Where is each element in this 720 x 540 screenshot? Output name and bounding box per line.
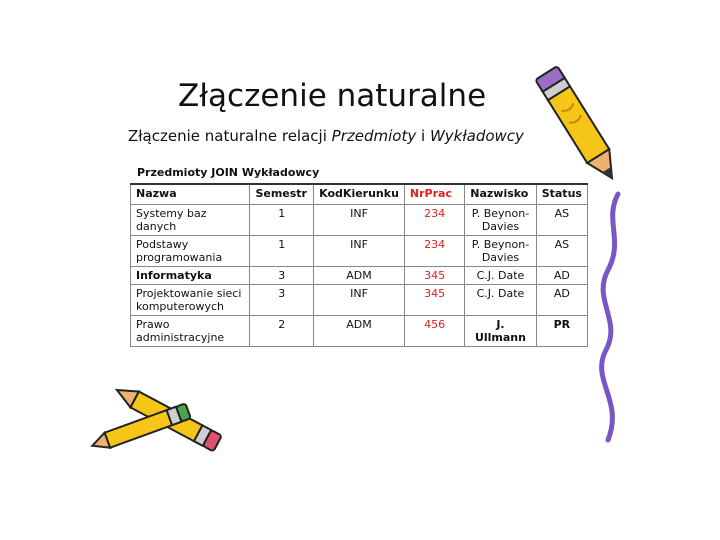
pencil-icon <box>530 55 630 195</box>
cell-semestr: 1 <box>250 205 314 236</box>
header-nrprac: NrPrac <box>404 184 464 205</box>
table-row <box>131 285 588 316</box>
cell-status: AS <box>536 236 587 267</box>
cell-status: AS <box>536 205 587 236</box>
table-row <box>131 236 588 267</box>
cell-kodkierunku: ADM <box>314 316 405 347</box>
table-header-row <box>131 184 588 205</box>
subtitle-conjunction: i <box>416 127 430 145</box>
relation-name-wykladowcy: Wykładowcy <box>429 127 524 145</box>
cell-nrprac: 234 <box>404 236 464 267</box>
cell-nrprac: 345 <box>404 267 464 285</box>
cell-kodkierunku: INF <box>314 205 405 236</box>
cell-nazwa: Podstawy programowania <box>131 236 250 267</box>
cell-status: AD <box>536 267 587 285</box>
subtitle-prefix: Złączenie naturalne relacji <box>128 127 332 145</box>
header-nazwa: Nazwa <box>131 184 250 205</box>
header-semestr: Semestr <box>250 184 314 205</box>
cell-nazwisko: C.J. Date <box>465 285 536 316</box>
cell-nazwa: Systemy baz danych <box>131 205 250 236</box>
cell-status: PR <box>536 316 587 347</box>
cell-nazwa: Projektowanie sieci komputerowych <box>131 285 250 316</box>
cell-semestr: 2 <box>250 316 314 347</box>
header-kodkierunku: KodKierunku <box>314 184 405 205</box>
table-row <box>131 267 588 285</box>
slide-title: Złączenie naturalne <box>178 78 487 114</box>
table-row <box>131 316 588 347</box>
slide-subtitle <box>128 127 524 145</box>
join-result-table <box>130 183 588 347</box>
cell-semestr: 3 <box>250 285 314 316</box>
cell-semestr: 1 <box>250 236 314 267</box>
cell-nazwisko: C.J. Date <box>465 267 536 285</box>
cell-nazwa: Prawo administracyjne <box>131 316 250 347</box>
cell-nazwa: Informatyka <box>131 267 250 285</box>
cell-status: AD <box>536 285 587 316</box>
cell-nrprac: 234 <box>404 205 464 236</box>
cell-nrprac: 345 <box>404 285 464 316</box>
cell-nazwisko: J. Ullmann <box>465 316 536 347</box>
table-caption: Przedmioty JOIN Wykładowcy <box>137 166 320 179</box>
cell-kodkierunku: INF <box>314 236 405 267</box>
cell-nrprac: 456 <box>404 316 464 347</box>
cell-semestr: 3 <box>250 267 314 285</box>
cell-nazwisko: P. Beynon-Davies <box>465 205 536 236</box>
header-nazwisko: Nazwisko <box>465 184 536 205</box>
cell-nazwisko: P. Beynon-Davies <box>465 236 536 267</box>
cell-kodkierunku: ADM <box>314 267 405 285</box>
cell-kodkierunku: INF <box>314 285 405 316</box>
table-row <box>131 205 588 236</box>
squiggle-line-icon <box>594 190 630 445</box>
relation-name-przedmioty: Przedmioty <box>331 127 417 145</box>
pencils-icon <box>85 385 225 465</box>
header-status: Status <box>536 184 587 205</box>
